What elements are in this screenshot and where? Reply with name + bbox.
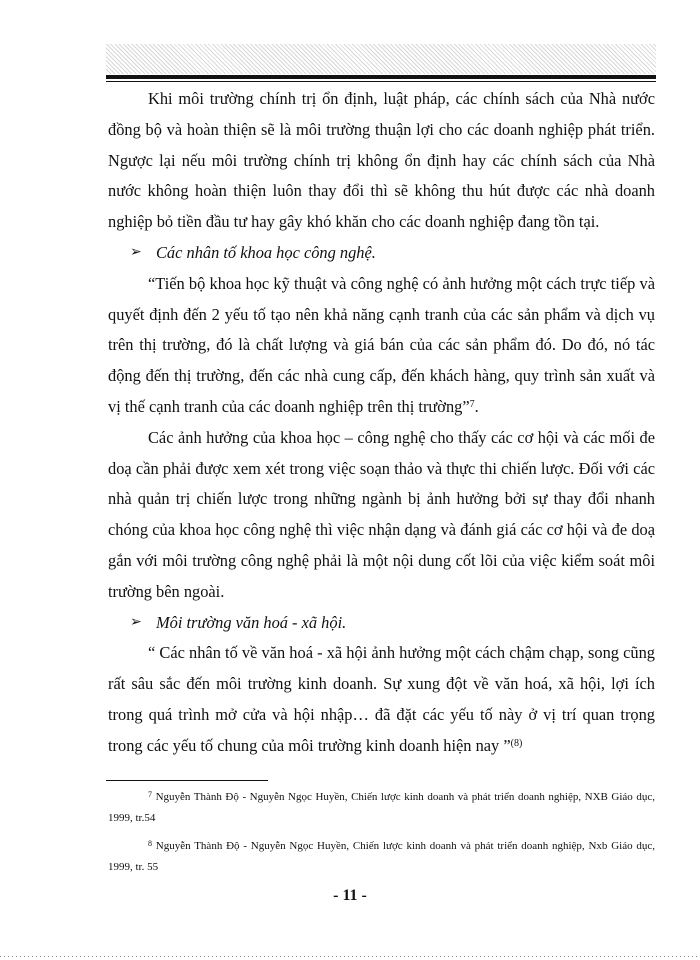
quote-text: “ Các nhân tố về văn hoá - xã hội ảnh hưởng một cách chậm chạp, song cũng rất sâu sắc đến môi trường kinh doanh. Sự xung đột về văn hoá, xã hội, lợi ích trong quá trình mở cửa và hội nhập… đã đặt các yếu tố này ở vị trí quan trọng trong các yếu tố chung của môi trường kinh doanh hiện nay ” [108, 643, 655, 755]
arrow-bullet-icon: ➢ [130, 244, 142, 260]
footnotes [108, 787, 655, 885]
footnote-ref: (8) [510, 737, 523, 749]
footnote-mark: 7 [148, 790, 152, 799]
header-rule-thin [106, 81, 656, 82]
quote-text: “Tiến bộ khoa học kỹ thuật và công nghệ có ảnh hưởng một cách trực tiếp và quyết định đến 2 yếu tố tạo nên khả năng cạnh tranh của các sản phẩm và dịch vụ trên thị trường, đó là chất lượng và giá bán của các sản phẩm đó. Do đó, nó tác động đến thị trường, đến các nhà cung cấp, đến khách hàng, quy trình sản xuất và vị thế cạnh tranh của các doanh nghiệp trên thị trường” [108, 273, 655, 416]
footnote-item [108, 836, 655, 878]
bottom-border [0, 956, 700, 957]
heading-text: Môi trường văn hoá - xã hội. [156, 612, 347, 632]
arrow-bullet-icon: ➢ [130, 614, 142, 630]
footnote-item [108, 787, 655, 829]
footnote-mark: 8 [148, 839, 152, 848]
footnote-text: Nguyễn Thành Độ - Nguyễn Ngọc Huyền, Chiến lược kinh doanh và phát triển doanh nghiệp, NXB Giáo dục, 1999, tr.54 [108, 791, 656, 824]
footnote-text: Nguyễn Thành Độ - Nguyễn Ngọc Huyền, Chiến lược kinh doanh và phát triển doanh nghiệp, Nxb Giáo dục, 1999, tr. 55 [108, 840, 655, 873]
heading-science-technology [108, 238, 655, 269]
header-band [106, 44, 656, 74]
footnote-separator [106, 780, 268, 781]
page-body [108, 84, 655, 762]
paragraph-technology-impact: Các ảnh hưởng của khoa học – công nghệ cho thấy các cơ hội và các mối đe doạ cần phải được xem xét trong việc soạn thảo và thực thi chiến lược. Đối với các nhà quản trị chiến lược trong những ngành bị ảnh hưởng bởi sự thay đổi nhanh chóng của khoa học công nghệ thì việc nhận dạng và đánh giá các cơ hội và đe doạ gắn với môi trường công nghệ phải là một nội dung cốt lõi của việc kiểm soát môi trường bên ngoài. [108, 427, 655, 601]
heading-culture-society [108, 608, 655, 639]
paragraph-culture-quote [108, 638, 655, 761]
paragraph-technology-quote [108, 269, 655, 423]
footnote-ref: 7 [469, 398, 475, 410]
heading-text: Các nhân tố khoa học công nghệ. [156, 242, 376, 262]
page-number: - 11 - [333, 887, 367, 904]
header-rule-thick [106, 75, 656, 79]
paragraph-political-environment: Khi môi trường chính trị ổn định, luật pháp, các chính sách của Nhà nước đồng bộ và hoàn thiện sẽ là môi trường thuận lợi cho các doanh nghiệp phát triển. Ngược lại nếu môi trường chính trị không ổn định hay các chính sách của Nhà nước không hoàn thiện luôn thay đổi thì sẽ không thu hút được các nhà doanh nghiệp bỏ tiền đầu tư hay gây khó khăn cho các doanh nghiệp đang tồn tại. [108, 89, 655, 232]
quote-end: . [474, 396, 479, 416]
